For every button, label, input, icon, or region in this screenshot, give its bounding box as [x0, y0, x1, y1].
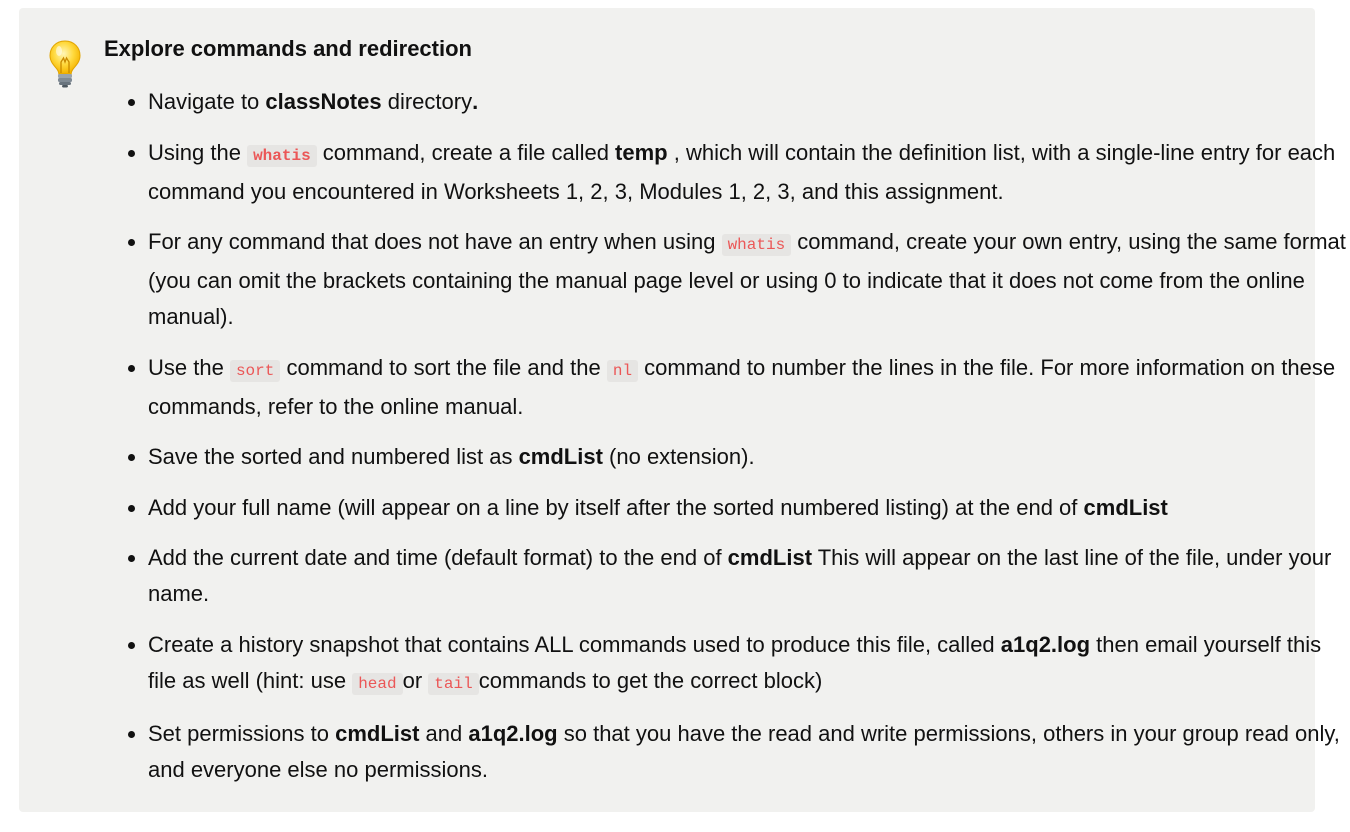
list-item: [148, 224, 1348, 335]
list-item: [148, 716, 1348, 788]
item-text: , which will contain the definition list, with a single-line entry for each command you encountered in Worksheets 1, 2, 3, Modules 1, 2, 3, and this assignment.: [148, 139, 1336, 204]
instruction-list: [104, 84, 1348, 803]
list-item: [148, 84, 1348, 120]
code-command: whatis: [722, 234, 792, 256]
callout-block: [19, 8, 1346, 812]
file-name: temp: [615, 139, 668, 165]
item-text: Navigate to: [148, 89, 266, 114]
item-text: This will appear on the last line of the file, under your name.: [148, 545, 1332, 606]
item-text: Use the: [148, 354, 230, 380]
item-text: commands to get the correct block): [478, 667, 823, 693]
item-text: Add your full name (will appear on a line by itself after the sorted numbered listing) at the end of: [148, 494, 1084, 520]
item-text: (no extension).: [602, 444, 755, 469]
item-text: then email yourself this file as well (hint: use: [148, 631, 1322, 693]
item-text: or: [402, 667, 429, 693]
item-text: command to sort the file and the: [280, 354, 607, 380]
lightbulb-icon: [47, 38, 83, 88]
item-text: command to number the lines in the file. For more information on these commands, refer to the online manual.: [148, 354, 1336, 419]
item-text: so that you have the read and write permissions, others in your group read only, and everyone else no permissions.: [148, 721, 1340, 782]
list-item: [148, 627, 1348, 702]
file-name: cmdList: [727, 545, 813, 570]
item-text: .: [472, 89, 479, 114]
dir-name: classNotes: [265, 89, 382, 114]
file-name: a1q2.log: [1000, 631, 1091, 657]
list-item: [148, 350, 1348, 425]
item-text: and: [419, 721, 469, 746]
list-item: [148, 439, 1348, 475]
file-name: a1q2.log: [468, 721, 558, 746]
code-command: nl: [607, 360, 638, 382]
item-text: For any command that does not have an entry when using: [148, 229, 722, 254]
item-text: Set permissions to: [148, 721, 336, 746]
list-item: [148, 135, 1348, 210]
list-item: [148, 540, 1348, 612]
item-text: command, create a file called: [316, 139, 616, 165]
code-command: head: [352, 673, 402, 695]
code-command: whatis: [247, 145, 317, 167]
file-name: cmdList: [518, 444, 603, 469]
code-command: sort: [230, 360, 280, 382]
item-text: directory: [381, 89, 473, 114]
item-text: Add the current date and time (default format) to the end of: [148, 545, 728, 570]
callout-title: Explore commands and redirection: [104, 36, 472, 61]
file-name: cmdList: [335, 721, 420, 746]
item-text: Create a history snapshot that contains ALL commands used to produce this file, called: [148, 631, 1001, 657]
item-text: command, create your own entry, using the same format (you can omit the brackets containing the manual page level or using 0 to indicate that it does not come from the online manual).: [148, 229, 1346, 329]
list-item: [148, 490, 1348, 526]
code-command: tail: [428, 673, 478, 695]
item-text: Using the: [148, 139, 248, 165]
item-text: Save the sorted and numbered list as: [148, 444, 519, 469]
file-name: cmdList: [1083, 494, 1168, 520]
